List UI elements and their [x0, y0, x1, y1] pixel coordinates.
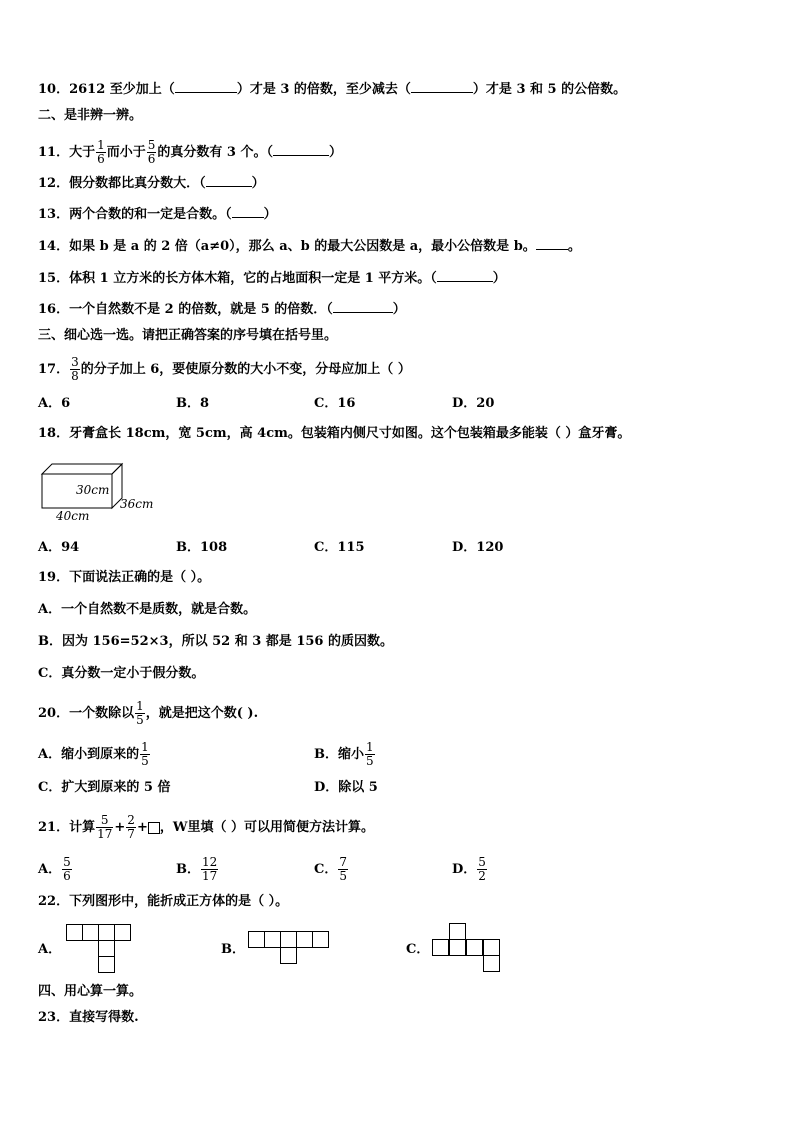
option-b[interactable]: B．108 [176, 540, 228, 555]
option-a-label[interactable]: A． [38, 942, 62, 957]
fraction: $\frac{12}{17}$ [202, 855, 218, 883]
question-21: 21．计算 $\frac{5}{17}$ + $\frac{2}{7}$ + ，W里填（ ）可以用简便方法计算。 [38, 813, 374, 841]
answer-blank[interactable] [232, 205, 264, 218]
answer-blank[interactable] [333, 300, 393, 313]
fraction: $\frac{1}{5}$ [366, 740, 374, 768]
option-b[interactable]: B．因为 156=52×3，所以 52 和 3 都是 156 的质因数。 [38, 634, 393, 649]
option-d[interactable]: D．120 [452, 540, 504, 555]
option-a[interactable]: A．6 [38, 396, 71, 411]
fraction: $\frac{5}{17}$ [97, 813, 113, 841]
fraction: $\frac{1}{5}$ [136, 699, 144, 727]
box-diagram [36, 460, 166, 526]
question-18: 18．牙膏盒长 18cm，宽 5cm，高 4cm。包装箱内侧尺寸如图。这个包装箱最多能装（ ）盒牙膏。 [38, 426, 631, 441]
net-diagram-b[interactable] [248, 931, 336, 967]
question-23: 23．直接写得数. [38, 1010, 139, 1025]
section-4-heading: 四、用心算一算。 [38, 984, 143, 999]
option-c[interactable]: C．真分数一定小于假分数。 [38, 666, 205, 681]
fraction: $\frac{5}{2}$ [478, 855, 486, 883]
fraction: $\frac{5}{6}$ [63, 855, 71, 883]
option-b[interactable]: B．缩小 $\frac{1}{5}$ [314, 740, 374, 768]
answer-blank[interactable] [273, 143, 329, 156]
question-14: 14．如果 b 是 a 的 2 倍（a≠0），那么 a、b 的最大公因数是 a，最小公倍数是 b。 。 [38, 239, 581, 254]
question-13: 13．两个合数的和一定是合数。（ ） [38, 207, 277, 222]
box-width-label: 36cm [120, 497, 154, 511]
question-20: 20．一个数除以 $\frac{1}{5}$ ，就是把这个数( ). [38, 699, 259, 727]
answer-blank[interactable] [175, 80, 237, 93]
option-c[interactable]: C． $\frac{7}{5}$ [314, 855, 347, 883]
option-c-label[interactable]: C． [406, 942, 430, 957]
option-d[interactable]: D．20 [452, 396, 495, 411]
option-c[interactable]: C．16 [314, 396, 356, 411]
option-b[interactable]: B． $\frac{12}{17}$ [176, 855, 218, 883]
question-22: 22．下列图形中，能折成正方体的是（ ）。 [38, 894, 289, 909]
option-a[interactable]: A．缩小到原来的 $\frac{1}{5}$ [38, 740, 149, 768]
fraction: $\frac{7}{5}$ [339, 855, 347, 883]
answer-blank[interactable] [536, 237, 568, 250]
option-d[interactable]: D．除以 5 [314, 780, 378, 795]
question-15: 15．体积 1 立方米的长方体木箱，它的占地面积一定是 1 平方米。（ ） [38, 271, 506, 286]
option-a[interactable]: A． $\frac{5}{6}$ [38, 855, 71, 883]
box-height-label: 30cm [76, 483, 110, 497]
fraction: $\frac{1}{5}$ [141, 740, 149, 768]
question-10: 10．2612 至少加上（ ）才是 3 的倍数，至少减去（ ）才是 3 和 5 的公倍数。 [38, 82, 627, 97]
fraction: $\frac{5}{6}$ [147, 138, 156, 166]
box-length-label: 40cm [56, 509, 90, 523]
net-diagram-a[interactable] [66, 924, 136, 976]
net-diagram-c[interactable] [432, 923, 504, 975]
section-2-heading: 二、是非辨一辨。 [38, 108, 143, 123]
option-c[interactable]: C．115 [314, 540, 365, 555]
fraction: $\frac{2}{7}$ [127, 813, 135, 841]
answer-blank[interactable] [437, 269, 493, 282]
option-a[interactable]: A．94 [38, 540, 80, 555]
answer-blank[interactable] [411, 80, 473, 93]
question-12: 12．假分数都比真分数大．（ ） [38, 176, 265, 191]
option-d[interactable]: D． $\frac{5}{2}$ [452, 855, 486, 883]
question-19: 19．下面说法正确的是（ ）。 [38, 570, 211, 585]
question-11: 11．大于 $\frac{1}{6}$ 而小于 $\frac{5}{6}$ 的真分数有 3 个。（ ） [38, 138, 343, 166]
option-b[interactable]: B．8 [176, 396, 210, 411]
option-b-label[interactable]: B． [221, 942, 245, 957]
answer-blank[interactable] [206, 174, 252, 187]
section-3-heading: 三、细心选一选。请把正确答案的序号填在括号里。 [38, 328, 338, 343]
blank-square-icon [148, 822, 160, 834]
fraction: $\frac{3}{8}$ [71, 355, 79, 383]
question-17: 17． $\frac{3}{8}$ 的分子加上 6，要使原分数的大小不变，分母应加上（ ） [38, 355, 411, 383]
question-16: 16．一个自然数不是 2 的倍数，就是 5 的倍数．（ ） [38, 302, 406, 317]
option-a[interactable]: A．一个自然数不是质数，就是合数。 [38, 602, 257, 617]
fraction: $\frac{1}{6}$ [97, 138, 105, 166]
option-c[interactable]: C．扩大到原来的 5 倍 [38, 780, 171, 795]
